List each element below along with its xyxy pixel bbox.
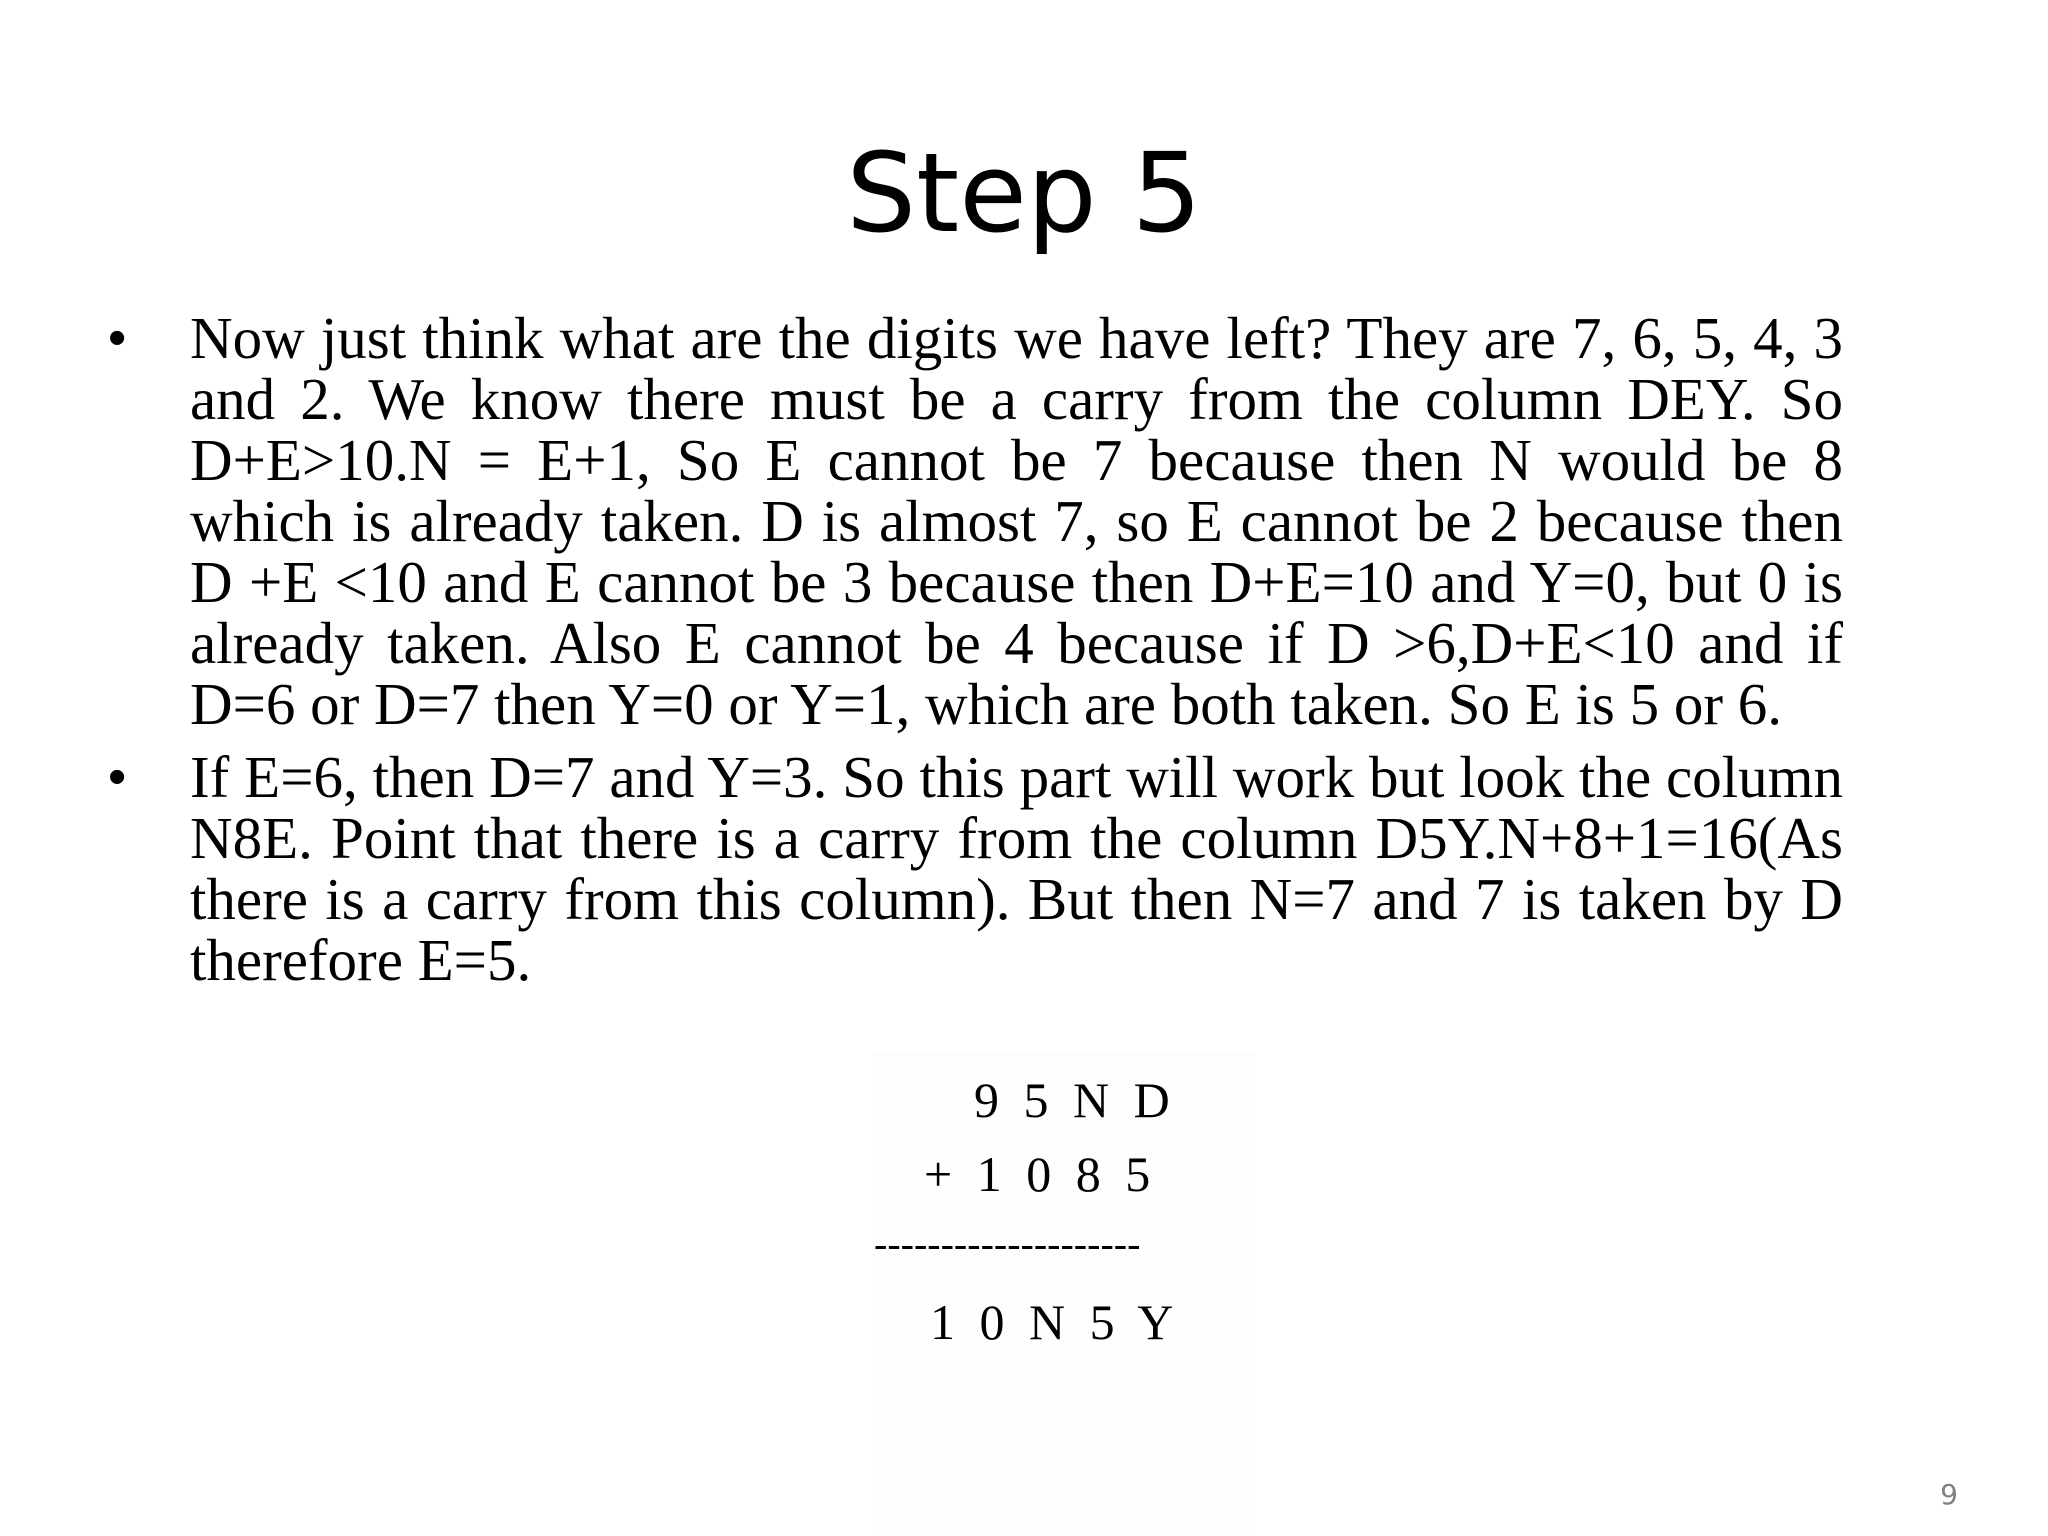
- bullet-text-2: If E=6, then D=7 and Y=3. So this part will work but look the column N8E. Point that there is a carry from the column D5Y.N+8+1=16(As there is a carry from this column). But then N=7 and 7 is taken by D therefore E=5.: [190, 744, 1843, 993]
- slide-title: Step 5: [846, 129, 1202, 257]
- page-number: 9: [1940, 1478, 1958, 1511]
- bullet-item-2: [108, 744, 1843, 993]
- bullet-list: [108, 305, 1843, 1003]
- bullet-marker: •: [108, 748, 127, 806]
- cryptarithm-image: [874, 1054, 1254, 1536]
- sum-row: 1 0 N 5 Y: [930, 1294, 1180, 1350]
- bullet-marker: •: [108, 309, 127, 367]
- bullet-text-1: Now just think what are the digits we have left? They are 7, 6, 5, 4, 3 and 2. We know there must be a carry from the column DEY. So D+E>10.N = E+1, So E cannot be 7 because then N would be 8 which is already taken. D is almost 7, so E cannot be 2 because then D +E <10 and E cannot be 3 because then D+E=10 and Y=0, but 0 is already taken. Also E cannot be 4 because if D >6,D+E<10 and if D=6 or D=7 then Y=0 or Y=1, which are both taken. So E is 5 or 6.: [190, 305, 1843, 737]
- addend-row-2: + 1 0 8 5: [924, 1146, 1157, 1202]
- addend-row-1: 9 5 N D: [974, 1072, 1176, 1128]
- sum-divider: --------------------: [874, 1221, 1141, 1266]
- bullet-item-1: [108, 305, 1843, 737]
